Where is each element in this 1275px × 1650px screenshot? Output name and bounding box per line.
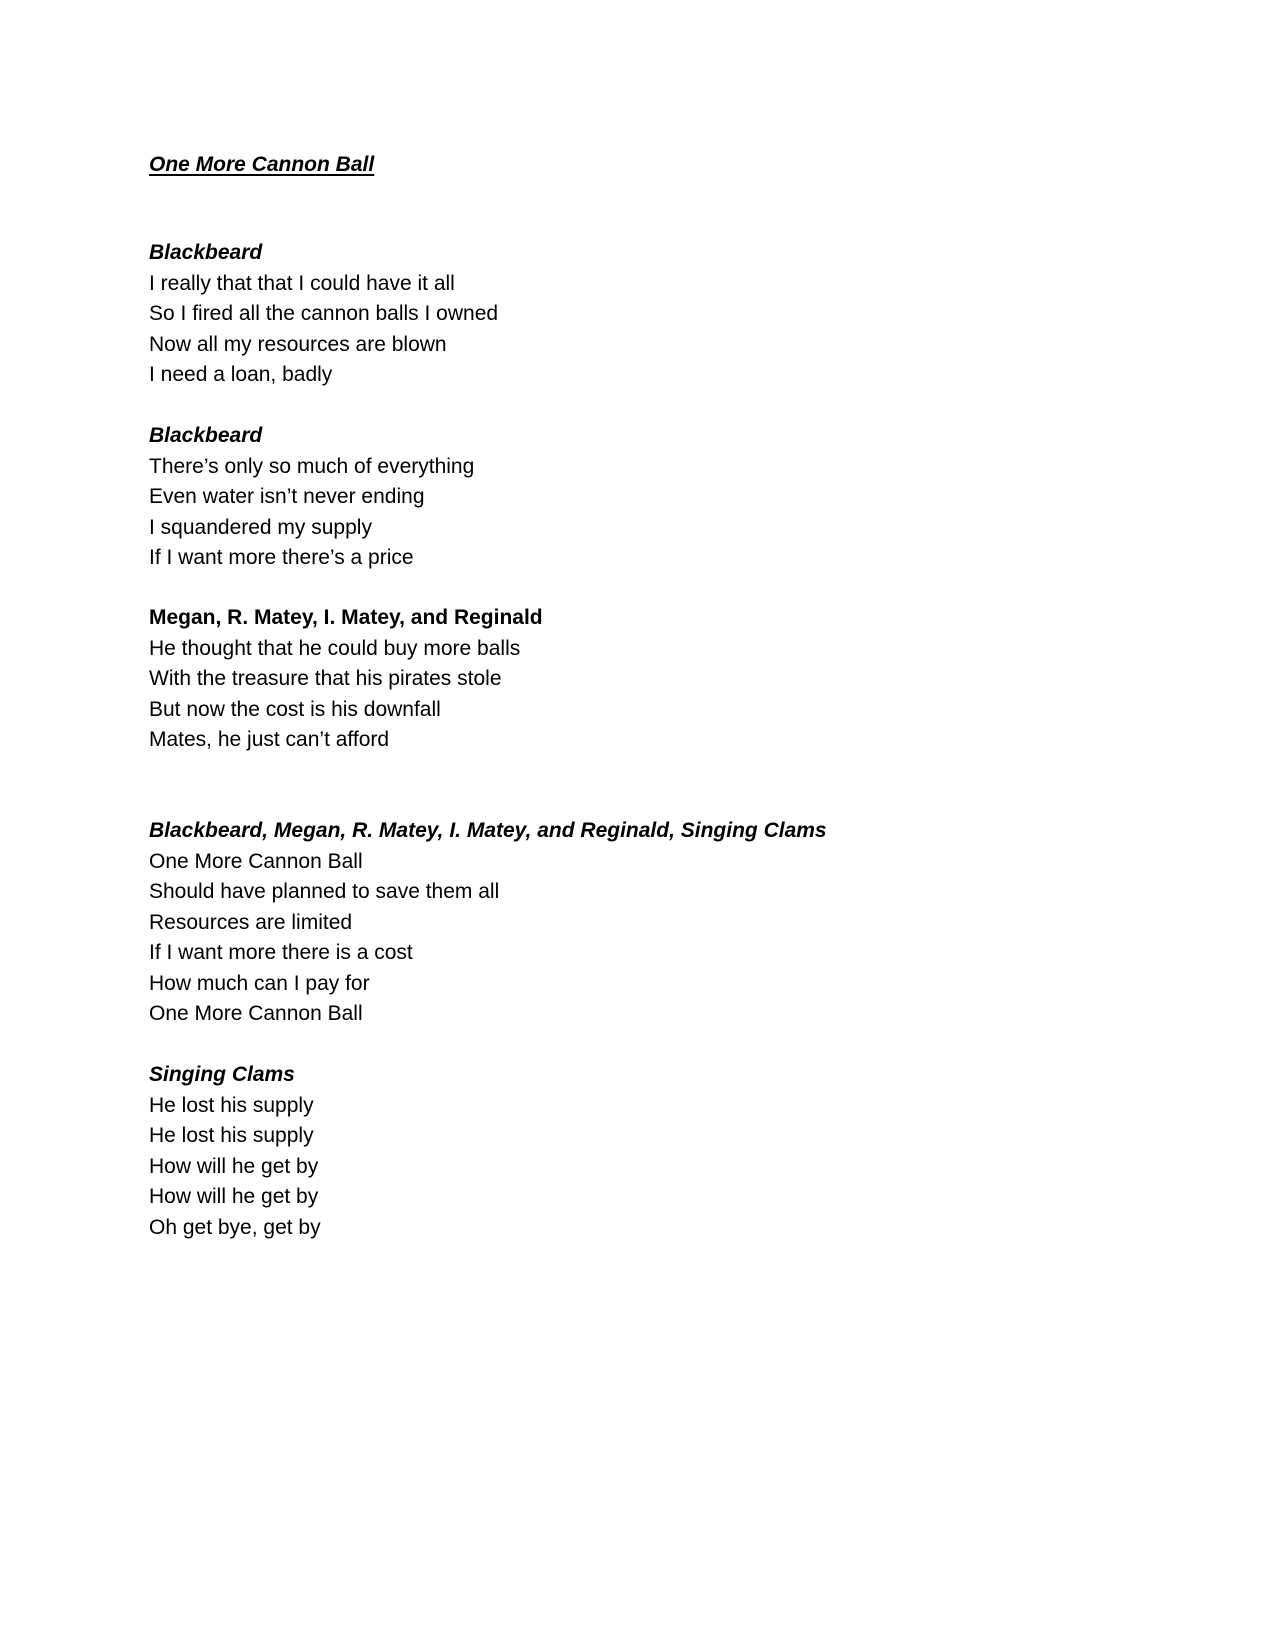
lyric-line: How will he get by <box>149 1154 319 1178</box>
lyric-line: One More Cannon Ball <box>149 1002 363 1025</box>
lyric-line: Even water isn’t never ending <box>149 485 425 508</box>
speaker-name: Blackbeard <box>149 424 263 447</box>
song-title: One More Cannon Ball <box>149 153 375 176</box>
lyric-line: Mates, he just can’t afford <box>149 728 390 751</box>
lyric-line: With the treasure that his pirates stole <box>149 667 502 690</box>
lyric-line: So I fired all the cannon balls I owned <box>149 302 499 325</box>
speaker-name: Singing Clams <box>149 1063 295 1086</box>
lyric-line: I squandered my supply <box>149 515 372 539</box>
lyric-line: He lost his supply <box>149 1093 314 1117</box>
lyric-line: Oh get bye, get by <box>149 1215 321 1239</box>
lyric-line: If I want more there is a cost <box>149 941 413 964</box>
lyric-section-megan-group <box>149 603 543 756</box>
speaker-name: Blackbeard, Megan, R. Matey, I. Matey, and Reginald, Singing Clams <box>149 819 827 842</box>
lyric-line: There’s only so much of everything <box>149 454 475 478</box>
lyric-section-singing-clams <box>149 1060 321 1243</box>
lyric-line: Resources are limited <box>149 910 353 934</box>
lyric-line: He thought that he could buy more balls <box>149 636 521 660</box>
lyric-line: If I want more there’s a price <box>149 546 414 569</box>
lyric-line: He lost his supply <box>149 1124 314 1147</box>
lyric-line: Now all my resources are blown <box>149 332 447 356</box>
lyric-line: Should have planned to save them all <box>149 880 500 903</box>
lyric-line: I really that that I could have it all <box>149 271 455 295</box>
lyric-line: But now the cost is his downfall <box>149 697 441 721</box>
lyric-line: How will he get by <box>149 1185 319 1208</box>
speaker-name: Blackbeard <box>149 241 263 264</box>
lyric-line: One More Cannon Ball <box>149 849 363 873</box>
speaker-name: Megan, R. Matey, I. Matey, and Reginald <box>149 606 543 629</box>
lyric-section-blackbeard-1 <box>149 238 498 391</box>
lyric-section-chorus <box>149 816 827 1030</box>
lyric-line: I need a loan, badly <box>149 363 333 386</box>
lyric-line: How much can I pay for <box>149 971 370 995</box>
lyric-section-blackbeard-2 <box>149 421 474 574</box>
